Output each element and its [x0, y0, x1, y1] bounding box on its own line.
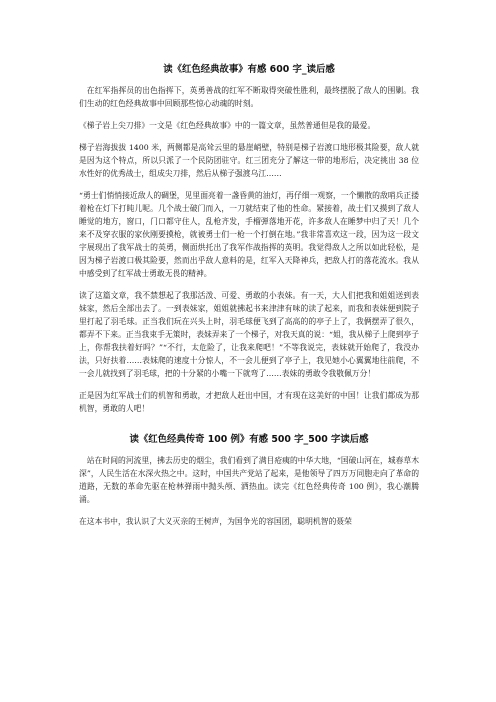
article-title: 读《红色经典故事》有感 600 字_读后感 — [163, 64, 335, 75]
paragraph: 正是因为红军战士们的机智和勇敢，才把敌人赶出中国，才有现在这美好的中国！让我们都成为那机智，勇敢的人吧！ — [79, 391, 419, 413]
paragraph: “勇士们悄悄接近敌人的碉堡，见里面亮着一盏昏黄的油灯，再仔细一观察，一个懒散的敌哨兵正搂着枪在灯下打盹儿呢。几个战士破门而入，一刀就结束了他的性命。紧接着，战士们又摸到了敌人睡觉的地方，窗口，门口都守住人，乱枪齐发，手榴弹落地开花，许多敌人在睡梦中归了天！几个来不及穿衣服的家伙刚要摸枪，就被勇士们一枪一个打倒在地。”我非常喜欢这一段，因为这一段文字展现出了我军战士的英勇，侧面烘托出了我军作战指挥的英明。我觉得敌人之所以如此轻松，是因为梯子岩渡口极其险要，然而出乎敌人意料的是，红军入天降神兵，把敌人打的落花流水。我从中感受到了红军战士勇敢无畏的精神。 — [79, 191, 419, 278]
paragraph: 梯子岩海拔拔 1400 米，两侧都是高耸云里的悬崖峭壁，特别是梯子岩渡口地形极其险要，敌人就是因为这个特点，所以只派了一个民防团驻守。红三团充分了解这一带的地形后，决定挑出 38 位水性好的优秀战士，组成尖刀排，然后从梯子强渡乌江…… — [79, 143, 419, 178]
paragraph: 在这本书中，我认识了大义灭亲的王树声，为国争光的容国团，聪明机智的聂荣 — [79, 517, 352, 526]
document-content — [79, 63, 419, 537]
paragraph: 站在时间的河流里，拂去历史的烟尘，我们看到了满目疮痍的中华大地，“国破山河在，城春草木深”，人民生活在水深火热之中。这时，中国共产党站了起来，是他领导了四万万同胞走向了革命的道路，无数的革命先驱在枪林弹雨中抛头颅、洒热血。读完《红色经典传奇 100 例》，我心潮腾涌。 — [79, 456, 419, 504]
second-article — [79, 433, 419, 528]
paragraph: 读了这篇文章，我不禁想起了我那活泼、可爱、勇敢的小表妹。有一天，大人们把我和姐姐送到表妹家，然后全部出去了。一到表妹家，姐姐就拂起书来津津有味的读了起来，而我和表妹便到院子里打起了羽毛球。正当我们玩在兴头上时，羽毛球便飞到了高高的的亭子上了，我俩摆弄了很久，都弄不下来。正当我束手无策时，表妹弄来了一个梯子，对我天真的说：“姐，我从梯子上爬到亭子上，你帮我扶着好吗？”“不行，太危险了，让我来爬吧！”不等我说完，表妹就开始爬了，我没办法，只好扶着……表妹爬的速度十分惊人，不一会儿便到了亭子上，我见她小心翼翼地往前爬，不一会儿就找到了羽毛球，把的十分紧的小嘴一下就弯了……表妹的勇敢令我敬佩万分！ — [79, 291, 419, 378]
paragraph: 在红军指挥员的出色指挥下，英勇善战的红军不断取得突破性胜利，最终摆脱了敌人的围剿。我们生动的红色经典故事中回顾那些惊心动魂的时刻。 — [79, 86, 419, 108]
paragraph: 《梯子岩上尖刀排》一文是《红色经典故事》中的一篇文章，虽然普通但是我的最爱。 — [79, 121, 376, 130]
article-title: 读《红色经典传奇 100 例》有感 500 字_500 字读后感 — [129, 434, 369, 445]
